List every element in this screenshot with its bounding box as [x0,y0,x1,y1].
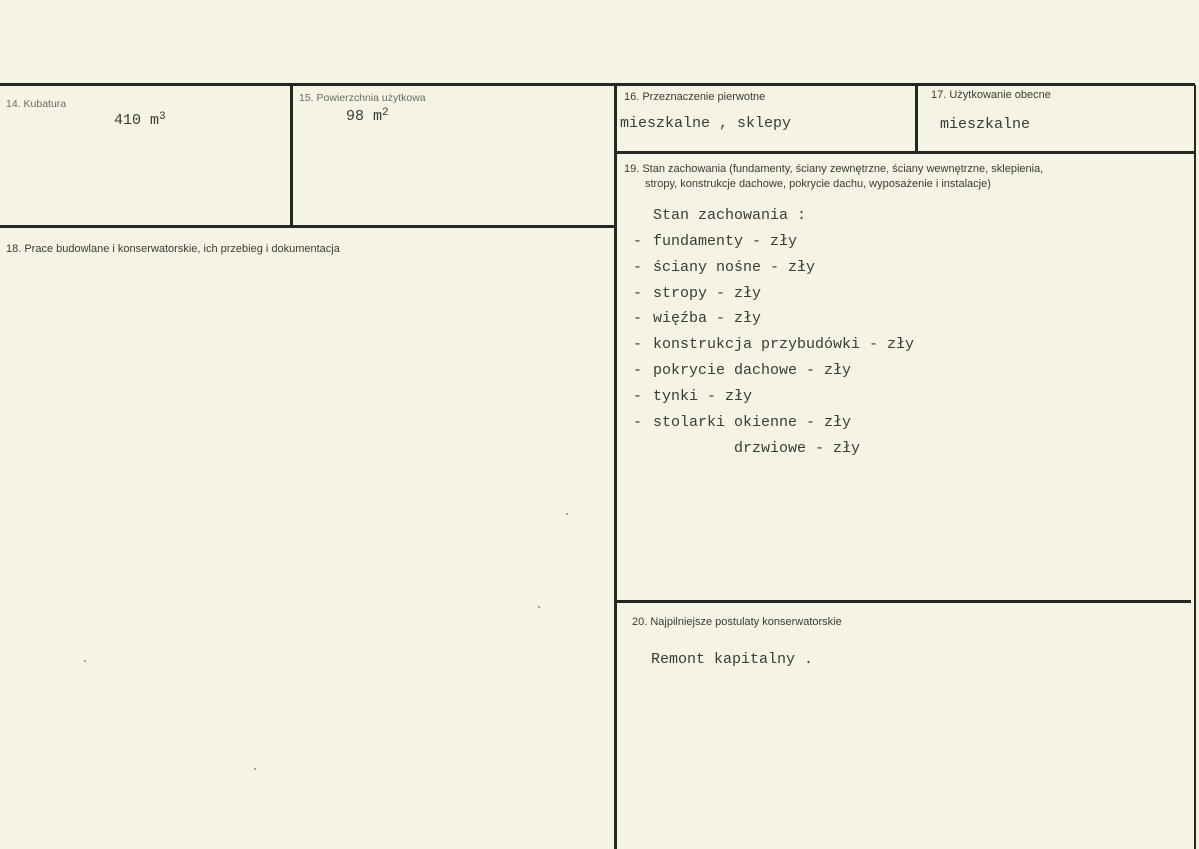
field-19-label-line1: 19. Stan zachowania (fundamenty, ściany zewnętrzne, ściany wewnętrzne, sklepienia, [624,163,1044,175]
list-item-text: konstrukcja przybudówki - zły [653,336,915,354]
field-15-label: 15. Powierzchnia użytkowa [299,92,426,104]
list-item: - stolarki okienne - zły [633,413,852,431]
list-item-text: fundamenty - zły [653,233,798,250]
divider-below-19 [616,600,1191,603]
list-item-text: pokrycie dachowe - zły [653,361,852,379]
list-item-text: stropy - zły [653,284,762,302]
field-15-exponent: 2 [382,107,389,119]
condition-list [633,229,914,435]
list-item: - pokrycie dachowe - zły [633,361,852,379]
field-19-label-line2: stropy, konstrukcje dachowe, pokrycie dachu, wyposażenie i instalacje) [645,178,991,190]
list-item-text: stolarki okienne - zły [653,413,852,431]
field-15-number: 98 m [346,108,383,125]
divider-v-14-15 [290,85,293,227]
field-16-label: 16. Przeznaczenie pierwotne [624,91,766,103]
list-item-text: ściany nośne - zły [653,258,816,276]
field-14-number: 410 m [114,112,160,129]
list-item: - stropy - zły [633,284,762,302]
divider-right-edge [1194,85,1196,849]
paper-speck [254,768,256,770]
list-item-text: więźba - zły [653,310,762,328]
list-item: - więźba - zły [633,310,762,328]
paper-speck [538,606,540,608]
field-17-label: 17. Użytkowanie obecne [931,89,1051,101]
divider-v-main [614,85,617,849]
field-14-exponent: 3 [159,111,166,123]
divider-v-16-17 [915,85,918,153]
field-19-heading: Stan zachowania : [653,207,807,224]
field-16-value: mieszkalne , sklepy [620,115,792,132]
field-17-value: mieszkalne [940,116,1031,133]
divider-below-14-15 [0,225,617,228]
list-item: - konstrukcja przybudówki - zły [633,336,915,354]
list-continuation: drzwiowe - zły [734,440,861,457]
list-item: - ściany nośne - zły [633,258,816,276]
divider-below-16-17 [616,151,1196,154]
field-20-label: 20. Najpilniejsze postulaty konserwatorskie [632,616,842,628]
field-20-value: Remont kapitalny . [651,651,814,668]
list-item-text: tynki - zły [653,387,753,405]
field-14-label: 14. Kubatura [6,98,67,110]
divider-top [0,83,1195,86]
paper-speck [84,660,86,662]
list-item: - tynki - zły [633,387,753,405]
paper-speck [566,513,568,515]
field-18-label: 18. Prace budowlane i konserwatorskie, ich przebieg i dokumentacja [6,243,340,255]
field-14-value [114,108,166,134]
list-item: - fundamenty - zły [633,233,798,250]
field-15-value [346,104,389,130]
